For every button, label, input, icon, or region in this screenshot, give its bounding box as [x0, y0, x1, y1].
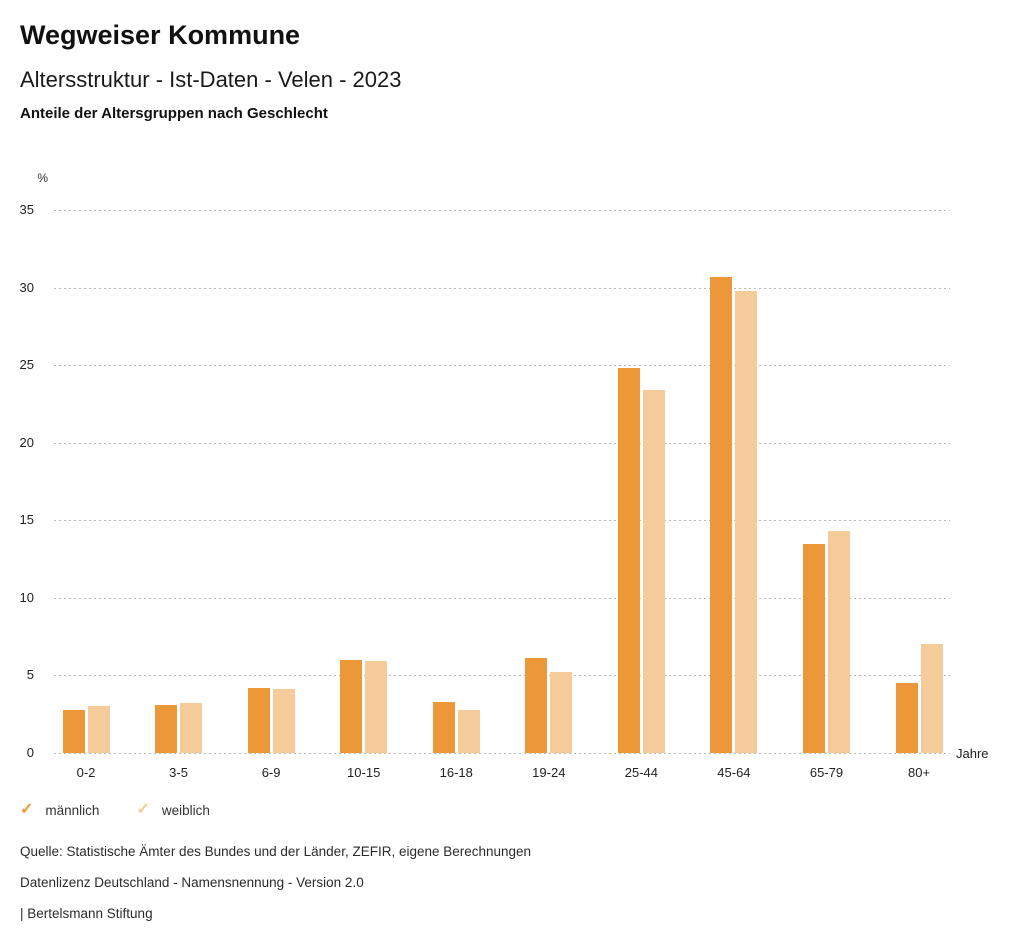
- gridline-20: [54, 443, 950, 444]
- x-tick-65-79: 65-79: [809, 765, 844, 780]
- bar-weiblich-80+[interactable]: [921, 644, 943, 753]
- bar-maennlich-45-64[interactable]: [710, 277, 732, 753]
- checkmark-icon: ✓: [20, 801, 34, 818]
- y-tick-20: 20: [19, 434, 34, 450]
- bar-weiblich-65-79[interactable]: [828, 531, 850, 753]
- bar-weiblich-10-15[interactable]: [365, 661, 387, 753]
- bar-weiblich-45-64[interactable]: [735, 291, 757, 753]
- y-axis-unit-label: %: [37, 171, 48, 185]
- y-tick-30: 30: [19, 279, 34, 295]
- bar-maennlich-19-24[interactable]: [525, 658, 547, 753]
- gridline-35: [54, 210, 950, 211]
- y-tick-10: 10: [19, 589, 34, 605]
- chart-heading: Anteile der Altersgruppen nach Geschlecht: [20, 105, 328, 122]
- bar-weiblich-25-44[interactable]: [643, 390, 665, 753]
- bar-weiblich-3-5[interactable]: [180, 703, 202, 753]
- chart-subtitle: Altersstruktur - Ist-Daten - Velen - 2023: [20, 67, 402, 92]
- x-axis-label: Jahre: [956, 746, 989, 761]
- footer-license: Datenlizenz Deutschland - Namensnennung - Version 2.0: [20, 875, 364, 890]
- x-tick-19-24: 19-24: [532, 765, 566, 780]
- x-tick-25-44: 25-44: [624, 765, 658, 780]
- bar-maennlich-0-2[interactable]: [63, 710, 85, 753]
- y-tick-0: 0: [26, 745, 34, 760]
- gridline-15: [54, 520, 950, 521]
- bar-weiblich-16-18[interactable]: [458, 710, 480, 753]
- gridline-25: [54, 365, 950, 366]
- y-tick-35: 35: [19, 202, 34, 217]
- y-tick-15: 15: [19, 512, 34, 528]
- bar-maennlich-10-15[interactable]: [340, 660, 362, 753]
- x-tick-0-2: 0-2: [76, 765, 96, 780]
- x-tick-10-15: 10-15: [347, 765, 381, 780]
- page-title: Wegweiser Kommune: [20, 20, 301, 50]
- bar-maennlich-25-44[interactable]: [618, 368, 640, 753]
- x-tick-45-64: 45-64: [717, 765, 751, 780]
- footer-source: Quelle: Statistische Ämter des Bundes und der Länder, ZEFIR, eigene Berechnungen: [20, 844, 532, 859]
- footer-attribution: | Bertelsmann Stiftung: [20, 906, 153, 921]
- y-tick-5: 5: [26, 667, 34, 683]
- legend: [20, 802, 210, 818]
- bar-maennlich-65-79[interactable]: [803, 544, 825, 753]
- legend-label: männlich: [45, 802, 100, 818]
- legend-label: weiblich: [161, 802, 210, 818]
- gridline-30: [54, 288, 950, 289]
- bar-maennlich-3-5[interactable]: [155, 705, 177, 753]
- legend-item-weiblich[interactable]: [136, 802, 209, 818]
- x-tick-3-5: 3-5: [169, 765, 188, 780]
- x-tick-80+: 80+: [908, 765, 931, 780]
- checkmark-icon: ✓: [136, 801, 150, 818]
- bar-maennlich-6-9[interactable]: [248, 688, 270, 753]
- bar-maennlich-80+[interactable]: [896, 683, 918, 753]
- bar-maennlich-16-18[interactable]: [433, 702, 455, 753]
- legend-item-maennlich[interactable]: [20, 802, 99, 818]
- bar-weiblich-0-2[interactable]: [88, 706, 110, 753]
- bar-weiblich-6-9[interactable]: [273, 689, 295, 753]
- x-tick-16-18: 16-18: [439, 765, 473, 780]
- bar-weiblich-19-24[interactable]: [550, 672, 572, 753]
- y-tick-25: 25: [19, 357, 34, 373]
- gridline-0: [54, 753, 950, 754]
- x-tick-6-9: 6-9: [261, 765, 281, 780]
